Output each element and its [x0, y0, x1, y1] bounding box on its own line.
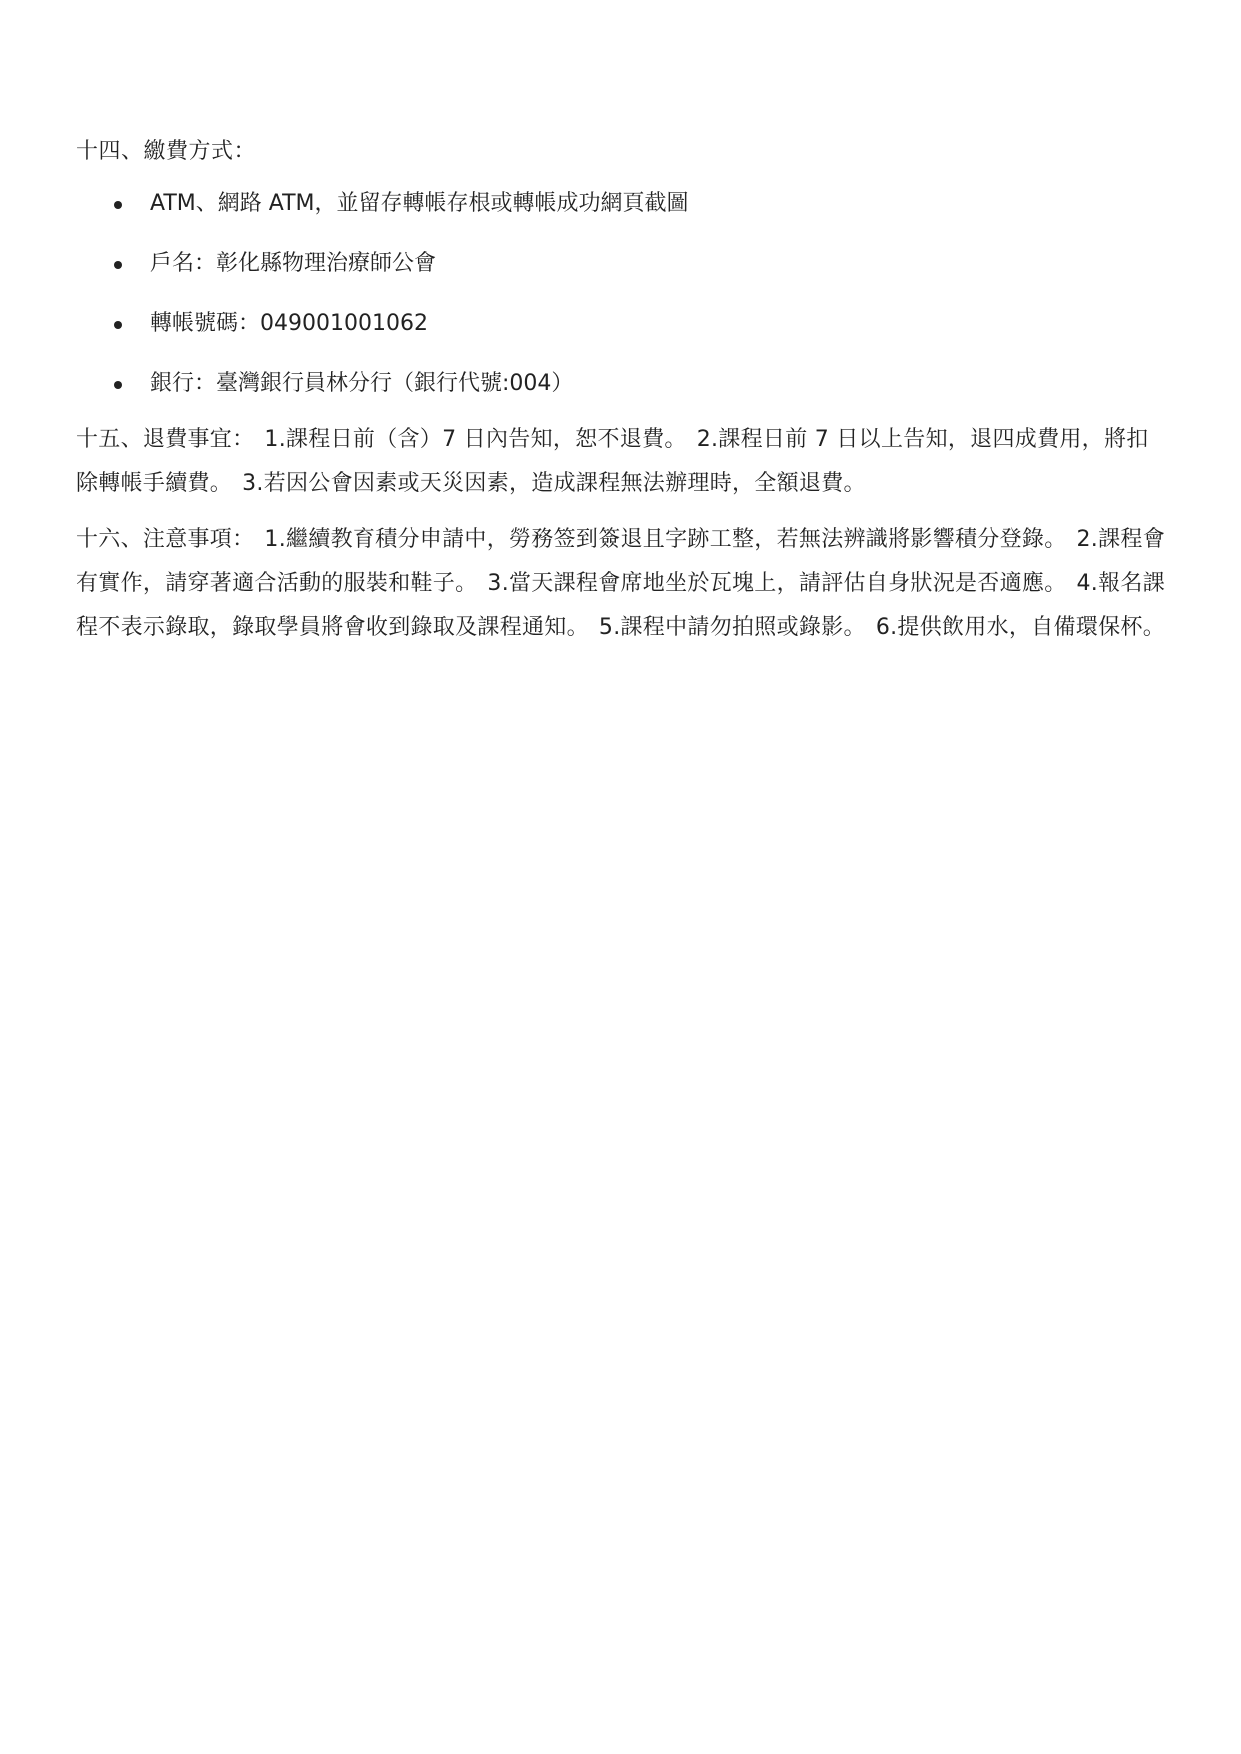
notes-point: 5.課程中請勿拍照或錄影。	[598, 615, 866, 640]
list-item	[76, 368, 1166, 400]
account-number-text: 轉帳號碼：049001001062	[150, 311, 428, 336]
payment-heading: 十四、繳費方式：	[76, 139, 257, 164]
bullet-icon	[114, 381, 122, 389]
refund-point: 3.若因公會因素或天災因素，造成課程無法辦理時，全額退費。	[242, 471, 866, 496]
list-item	[76, 308, 1166, 340]
notes-point: 3.當天課程會席地坐於瓦塊上，請評估自身狀況是否適應。	[487, 571, 1067, 596]
account-name-text: 戶名：彰化縣物理治療師公會	[150, 251, 437, 276]
bullet-icon	[114, 321, 122, 329]
refund-heading: 十五、退費事宜：	[76, 427, 255, 452]
notes-heading: 十六、注意事項：	[76, 527, 255, 552]
list-item	[76, 248, 1166, 280]
payment-list	[76, 188, 1166, 400]
refund-point: 2.課程日前 7 日以上告知，退四成費用，將扣除轉帳手續費。	[76, 427, 1149, 496]
notes-point: 4.報名課程不表示錄取，錄取學員將會收到錄取及課程通知。	[76, 571, 1165, 640]
refund-paragraph	[76, 418, 1166, 506]
document-page	[76, 136, 1166, 662]
payment-method-text: ATM、網路 ATM，並留存轉帳存根或轉帳成功網頁截圖	[150, 191, 689, 216]
refund-point: 1.課程日前（含）7 日內告知，恕不退費。	[264, 427, 687, 452]
notes-point: 6.提供飲用水，自備環保杯。	[875, 615, 1166, 640]
list-item	[76, 188, 1166, 220]
bullet-icon	[114, 201, 122, 209]
bullet-icon	[114, 261, 122, 269]
notes-point: 1.繼續教育積分申請中，勞務签到簽退且字跡工整，若無法辨識將影響積分登錄。	[264, 527, 1067, 552]
bank-text: 銀行：臺灣銀行員林分行（銀行代號:004）	[150, 371, 574, 396]
notes-point: 2.課程會有實作，請穿著適合活動的服裝和鞋子。	[76, 527, 1165, 596]
notes-paragraph	[76, 518, 1166, 650]
